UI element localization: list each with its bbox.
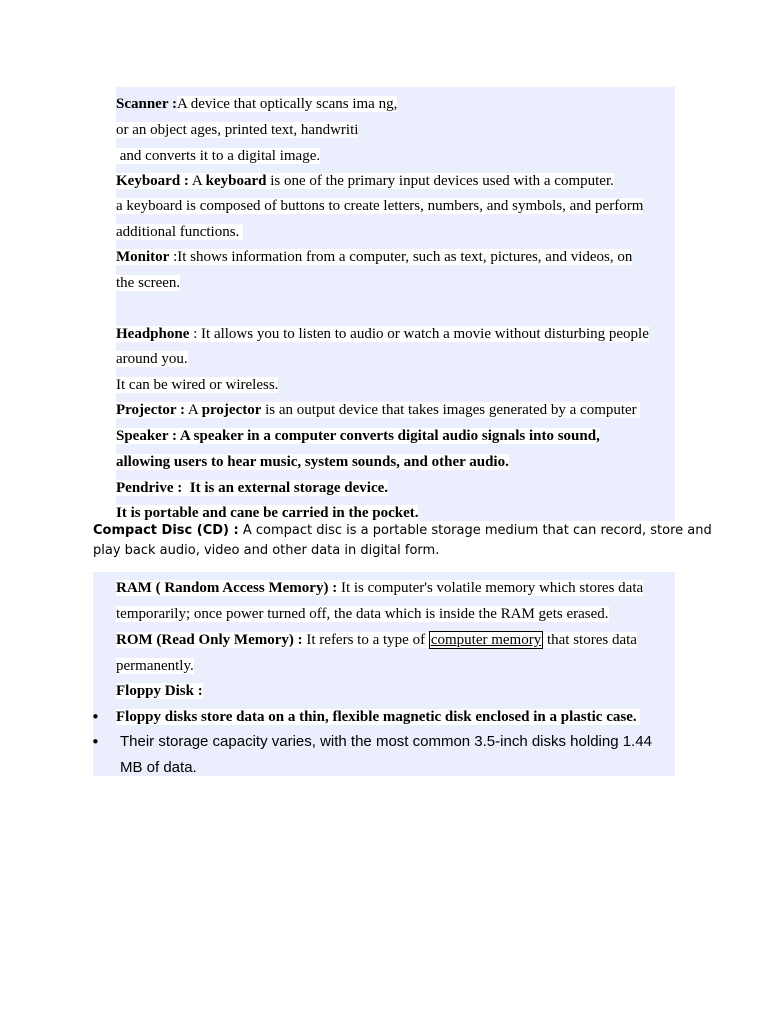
pendrive-line-1 xyxy=(116,478,388,498)
monitor-line-1 xyxy=(116,247,632,267)
keyboard-line-3 xyxy=(116,222,243,242)
cd-line-1 xyxy=(93,522,712,540)
headphone-line-2 xyxy=(116,349,188,369)
ram-line-1 xyxy=(116,578,643,598)
headphone-text-1: : It allows you to listen to audio or watch a movie without disturbing people xyxy=(189,326,649,342)
computer-memory-link[interactable]: computer memory xyxy=(430,632,542,648)
keyboard-label: Keyboard : xyxy=(116,173,189,189)
scanner-text-2: or an object ages, printed text, handwriti xyxy=(116,122,359,138)
floppy-label: Floppy Disk : xyxy=(116,683,203,699)
keyboard-text-1a: A xyxy=(188,173,206,189)
floppy-bullet-1-text: Floppy disks store data on a thin, flexible magnetic disk enclosed in a plastic case. xyxy=(116,709,641,725)
speaker-text-2: allowing users to hear music, system sounds, and other audio. xyxy=(116,454,509,470)
bullet-icon: • xyxy=(91,733,100,751)
monitor-text-1: :It shows information from a computer, such as text, pictures, and videos, on xyxy=(169,249,633,265)
projector-text-1c: is an output device that takes images generated by a computer xyxy=(261,402,641,418)
floppy-bullet-2-line-1 xyxy=(120,732,652,752)
floppy-heading xyxy=(116,681,203,701)
ram-line-2 xyxy=(116,604,609,624)
speaker-line-1 xyxy=(116,426,600,446)
pendrive-text-2: It is portable and cane be carried in the pocket. xyxy=(116,505,419,521)
scanner-label: Scanner : xyxy=(116,96,177,112)
cd-line-2 xyxy=(93,542,439,560)
headphone-line-3 xyxy=(116,375,278,395)
rom-text-1a: It refers to a type of xyxy=(302,632,429,648)
speaker-line-2 xyxy=(116,452,509,472)
keyboard-text-3: additional functions. xyxy=(116,224,244,240)
cd-text-1: A compact disc is a portable storage medium that can record, store and xyxy=(238,523,712,538)
rom-text-2: permanently. xyxy=(116,658,194,674)
cd-label: Compact Disc (CD) : xyxy=(93,523,239,538)
cd-text-2: play back audio, video and other data in digital form. xyxy=(93,543,440,558)
floppy-bullet-1 xyxy=(116,707,640,727)
projector-text-1a: A xyxy=(185,402,202,418)
floppy-bullet-2-line-2 xyxy=(120,758,197,778)
keyboard-term: keyboard xyxy=(205,173,267,189)
speaker-text-1: Speaker : A speaker in a computer converts digital audio signals into sound, xyxy=(116,428,600,444)
ram-text-2: temporarily; once power turned off, the data which is inside the RAM gets erased. xyxy=(116,606,609,622)
keyboard-line-1 xyxy=(116,171,614,191)
keyboard-text-2: a keyboard is composed of buttons to create letters, numbers, and symbols, and perform xyxy=(116,198,644,214)
monitor-line-2 xyxy=(116,273,180,293)
pendrive-text-1: Pendrive : It is an external storage device. xyxy=(116,480,389,496)
scanner-line-1 xyxy=(116,94,397,114)
rom-label: ROM (Read Only Memory) : xyxy=(116,632,303,648)
rom-line-1 xyxy=(116,630,637,650)
bullet-icon: • xyxy=(91,708,100,726)
headphone-text-3: It can be wired or wireless. xyxy=(116,377,279,393)
headphone-text-2: around you. xyxy=(116,351,188,367)
rom-line-2 xyxy=(116,656,194,676)
floppy-bullet-2-text-2: MB of data. xyxy=(120,759,197,776)
headphone-line-1 xyxy=(116,324,649,344)
monitor-label: Monitor xyxy=(116,249,170,265)
rom-text-1b: that stores data xyxy=(543,632,637,648)
scanner-text-1: A device that optically scans ima ng, xyxy=(176,96,398,112)
headphone-label: Headphone xyxy=(116,326,190,342)
pendrive-line-2 xyxy=(116,503,418,523)
ram-label: RAM ( Random Access Memory) : xyxy=(116,580,338,596)
ram-text-1: It is computer's volatile memory which stores data xyxy=(337,580,644,596)
monitor-text-2: the screen. xyxy=(116,275,181,291)
scanner-line-2 xyxy=(116,120,358,140)
projector-label: Projector : xyxy=(116,402,185,418)
floppy-bullet-2-text-1: Their storage capacity varies, with the most common 3.5-inch disks holding 1.44 xyxy=(120,733,652,750)
scanner-line-3 xyxy=(116,146,320,166)
keyboard-line-2 xyxy=(116,196,643,216)
projector-term: projector xyxy=(201,402,262,418)
scanner-text-3: and converts it to a digital image. xyxy=(116,148,321,164)
projector-line-1 xyxy=(116,400,640,420)
keyboard-text-1c: is one of the primary input devices used with a computer. xyxy=(266,173,614,189)
